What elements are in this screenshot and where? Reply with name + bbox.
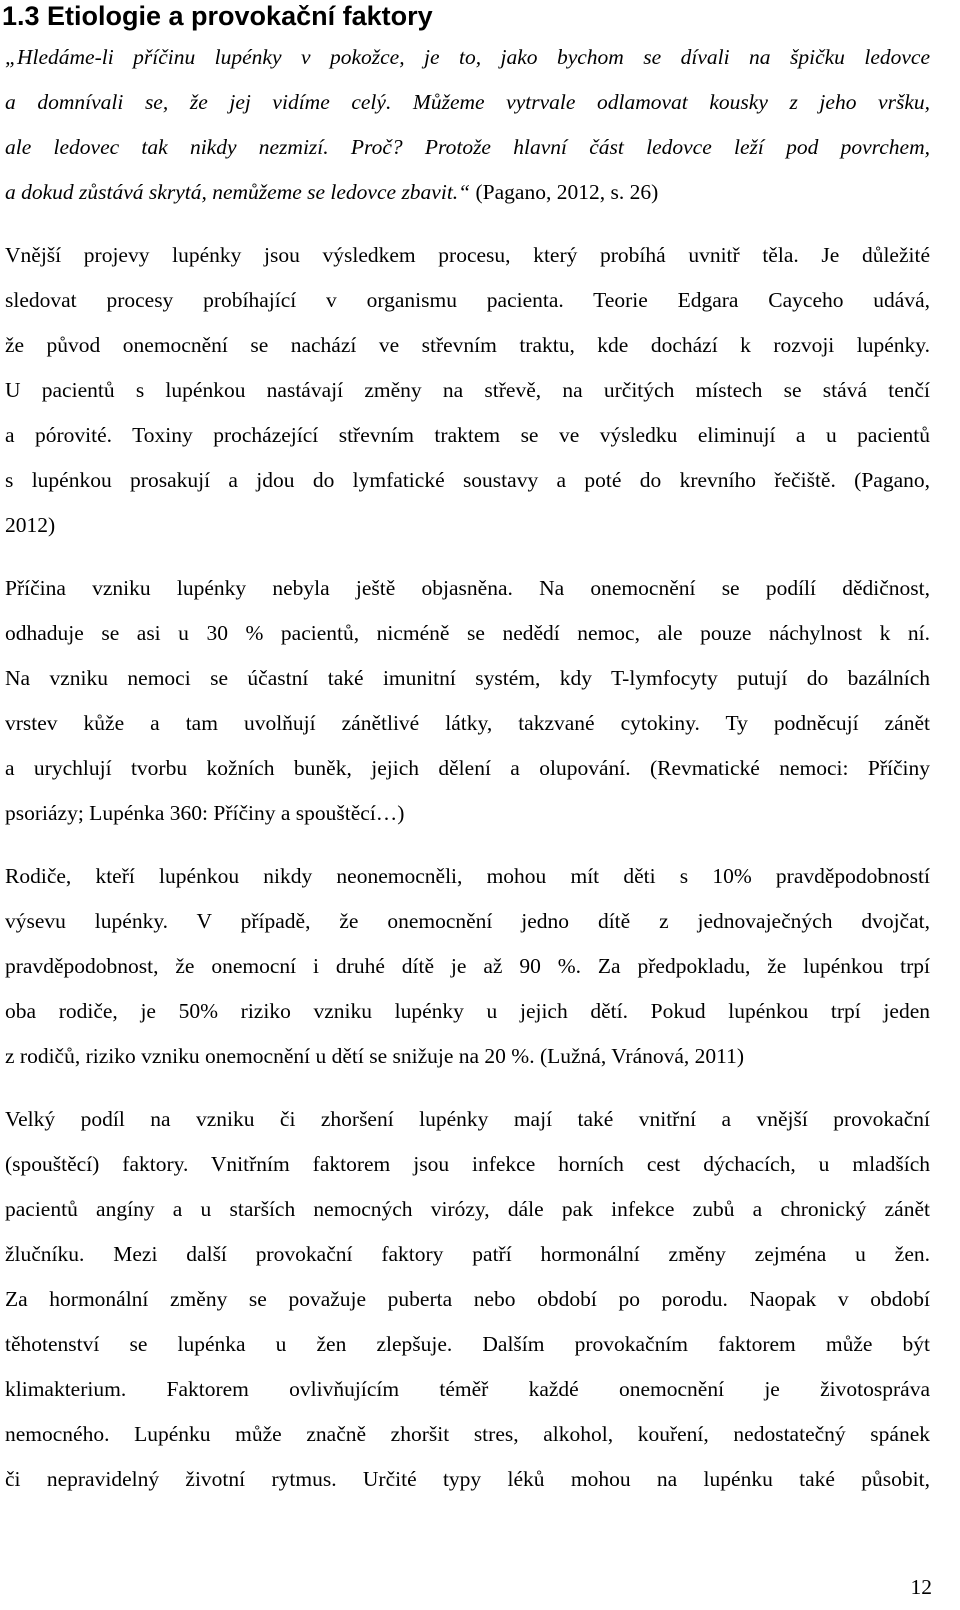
paragraph-line: Rodiče, kteří lupénkou nikdy neonemocněli, mohou mít děti s 10% pravděpodobností bbox=[5, 864, 930, 888]
paragraph-line: Za hormonální změny se považuje puberta nebo období po porodu. Naopak v období bbox=[5, 1287, 930, 1311]
quote-citation: (Pagano, 2012, s. 26) bbox=[470, 180, 659, 204]
paragraph-line: sledovat procesy probíhající v organismu pacienta. Teorie Edgara Cayceho udává, bbox=[5, 288, 930, 312]
paragraph-line: vrstev kůže a tam uvolňují zánětlivé látky, takzvané cytokiny. Ty podněcují zánět bbox=[5, 711, 930, 735]
quote-line-with-citation bbox=[5, 177, 930, 207]
paragraph-line: klimakterium. Faktorem ovlivňujícím téměř každé onemocnění je životospráva bbox=[5, 1377, 930, 1401]
paragraph-line: oba rodiče, je 50% riziko vzniku lupénky u jejich dětí. Pokud lupénkou trpí jeden bbox=[5, 999, 930, 1023]
quote-text: a dokud zůstává skrytá, nemůžeme se ledovce zbavit.“ bbox=[5, 180, 471, 204]
paragraph-line: či nepravidelný životní rytmus. Určité typy léků mohou na lupénku také působit, bbox=[5, 1467, 930, 1491]
paragraph-line: že původ onemocnění se nachází ve střevním traktu, kde dochází k rozvoji lupénky. bbox=[5, 333, 930, 357]
paragraph-line: nemocného. Lupénku může značně zhoršit stres, alkohol, kouření, nedostatečný spánek bbox=[5, 1422, 930, 1446]
paragraph-line: odhaduje se asi u 30 % pacientů, nicméně se nedědí nemoc, ale pouze náchylnost k ní. bbox=[5, 621, 930, 645]
paragraph-line: a pórovité. Toxiny procházející střevním traktem se ve výsledku eliminují a u pacientů bbox=[5, 423, 930, 447]
paragraph-line: psoriázy; Lupénka 360: Příčiny a spouštěcí…) bbox=[5, 801, 405, 825]
paragraph-line: Vnější projevy lupénky jsou výsledkem procesu, který probíhá uvnitř těla. Je důležité bbox=[5, 243, 930, 267]
quote-line: „Hledáme-li příčinu lupénky v pokožce, je to, jako bychom se dívali na špičku ledovce bbox=[5, 45, 930, 69]
paragraph-line: Na vzniku nemoci se účastní také imunitní systém, kdy T-lymfocyty putují do bazálních bbox=[5, 666, 930, 690]
paragraph-line: pravděpodobnost, že onemocní i druhé dítě je až 90 %. Za předpokladu, že lupénkou trpí bbox=[5, 954, 930, 978]
paragraph-line: U pacientů s lupénkou nastávají změny na střevě, na určitých místech se stává tenčí bbox=[5, 378, 930, 402]
paragraph-line: pacientů angíny a u starších nemocných virózy, dále pak infekce zubů a chronický zánět bbox=[5, 1197, 930, 1221]
paragraph-line: s lupénkou prosakují a jdou do lymfatické soustavy a poté do krevního řečiště. (Pagano, bbox=[5, 468, 930, 492]
quote-line: ale ledovec tak nikdy nezmizí. Proč? Protože hlavní část ledovce leží pod povrchem, bbox=[5, 135, 930, 159]
paragraph-line: (spouštěcí) faktory. Vnitřním faktorem jsou infekce horních cest dýchacích, u mladších bbox=[5, 1152, 930, 1176]
paragraph-line: a urychlují tvorbu kožních buněk, jejich dělení a olupování. (Revmatické nemoci: Příčiny bbox=[5, 756, 930, 780]
paragraph-line: Příčina vzniku lupénky nebyla ještě objasněna. Na onemocnění se podílí dědičnost, bbox=[5, 576, 930, 600]
paragraph-line: těhotenství se lupénka u žen zlepšuje. Dalším provokačním faktorem může být bbox=[5, 1332, 930, 1356]
paragraph-line: žlučníku. Mezi další provokační faktory patří hormonální změny zejména u žen. bbox=[5, 1242, 930, 1266]
quote-line: a domnívali se, že jej vidíme celý. Můžeme vytrvale odlamovat kousky z jeho vršku, bbox=[5, 90, 930, 114]
section-heading: 1.3 Etiologie a provokační faktory bbox=[2, 1, 433, 31]
paragraph-line: z rodičů, riziko vzniku onemocnění u dětí se snižuje na 20 %. (Lužná, Vránová, 2011) bbox=[5, 1044, 745, 1068]
page-number: 12 bbox=[910, 1575, 932, 1599]
paragraph-line: Velký podíl na vzniku či zhoršení lupénky mají také vnitřní a vnější provokační bbox=[5, 1107, 930, 1131]
paragraph-line: 2012) bbox=[5, 513, 56, 537]
paragraph-line: výsevu lupénky. V případě, že onemocnění jedno dítě z jednovaječných dvojčat, bbox=[5, 909, 930, 933]
